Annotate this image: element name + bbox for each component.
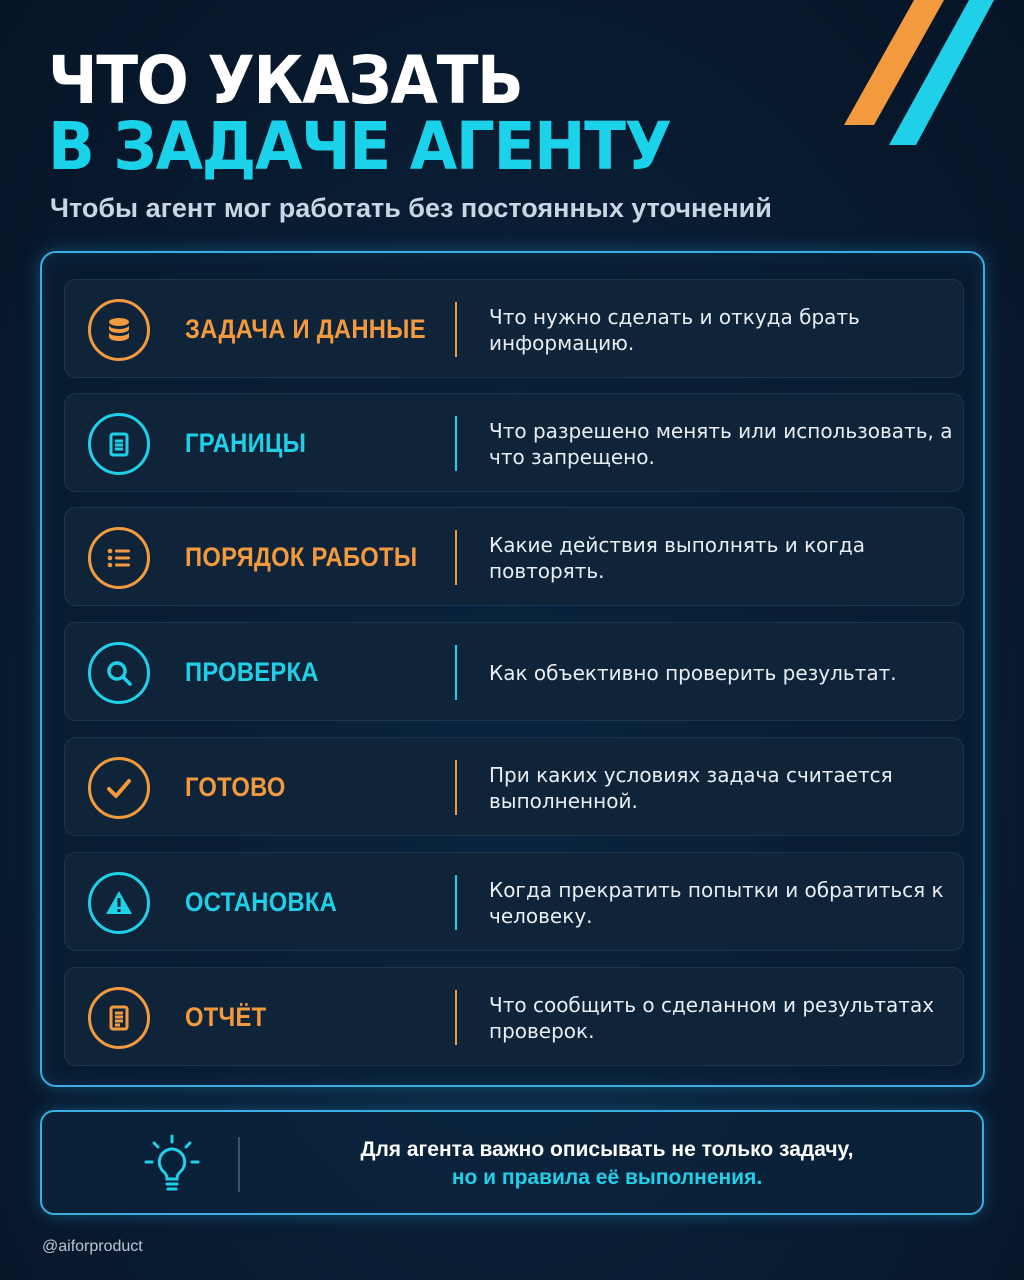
item-task-and-data [64, 279, 964, 378]
item-description: Когда прекратить попытки и обратиться к человеку. [489, 877, 944, 928]
decorative-stripes [844, 0, 994, 150]
item-label: ЗАДАЧА И ДАННЫЕ [185, 314, 426, 344]
item-description: Что нужно сделать и откуда брать информацию. [489, 304, 860, 355]
item-label: ПОРЯДОК РАБОТЫ [185, 542, 418, 572]
item-label: ГРАНИЦЫ [185, 428, 307, 458]
item-description: Что разрешено менять или использовать, а что запрещено. [489, 418, 953, 469]
lightbulb-icon [140, 1134, 204, 1196]
checkmark-icon [88, 757, 150, 819]
item-description: Как объективно проверить результат. [489, 660, 897, 685]
divider [455, 416, 457, 471]
divider [455, 760, 457, 815]
tip-line-2: но и правила её выполнения. [451, 1166, 763, 1189]
magnifier-icon [88, 642, 150, 704]
divider [455, 302, 457, 357]
divider [455, 990, 457, 1045]
divider [455, 875, 457, 930]
item-done [64, 737, 964, 836]
clipboard-icon [88, 413, 150, 475]
tip-line-1: Для агента важно описывать не только задачу, [360, 1138, 854, 1161]
tip-divider [238, 1137, 240, 1192]
page-subtitle: Чтобы агент мог работать без постоянных уточнений [50, 193, 772, 223]
tip-box [40, 1110, 984, 1215]
item-description: Какие действия выполнять и когда повторять. [489, 532, 865, 583]
tip-text [252, 1136, 962, 1192]
list-icon [88, 527, 150, 589]
checklist-panel [40, 251, 985, 1087]
divider [455, 645, 457, 700]
item-stop [64, 852, 964, 951]
item-description: При каких условиях задача считается выполненной. [489, 762, 893, 813]
item-description: Что сообщить о сделанном и результатах проверок. [489, 992, 935, 1043]
item-boundaries [64, 393, 964, 492]
item-label: ОТЧЁТ [185, 1002, 267, 1032]
item-label: ПРОВЕРКА [185, 657, 319, 687]
divider [455, 530, 457, 585]
item-report [64, 967, 964, 1066]
item-verification [64, 622, 964, 721]
item-work-order [64, 507, 964, 606]
item-label: ОСТАНОВКА [185, 887, 338, 917]
title-line-1: ЧТО УКАЗАТЬ [48, 42, 523, 119]
item-label: ГОТОВО [185, 772, 286, 802]
document-icon [88, 987, 150, 1049]
database-icon [88, 299, 150, 361]
page-title [48, 42, 671, 185]
author-handle: @aiforproduct [42, 1238, 143, 1255]
warning-icon [88, 872, 150, 934]
title-line-2: В ЗАДАЧЕ АГЕНТУ [48, 108, 671, 185]
